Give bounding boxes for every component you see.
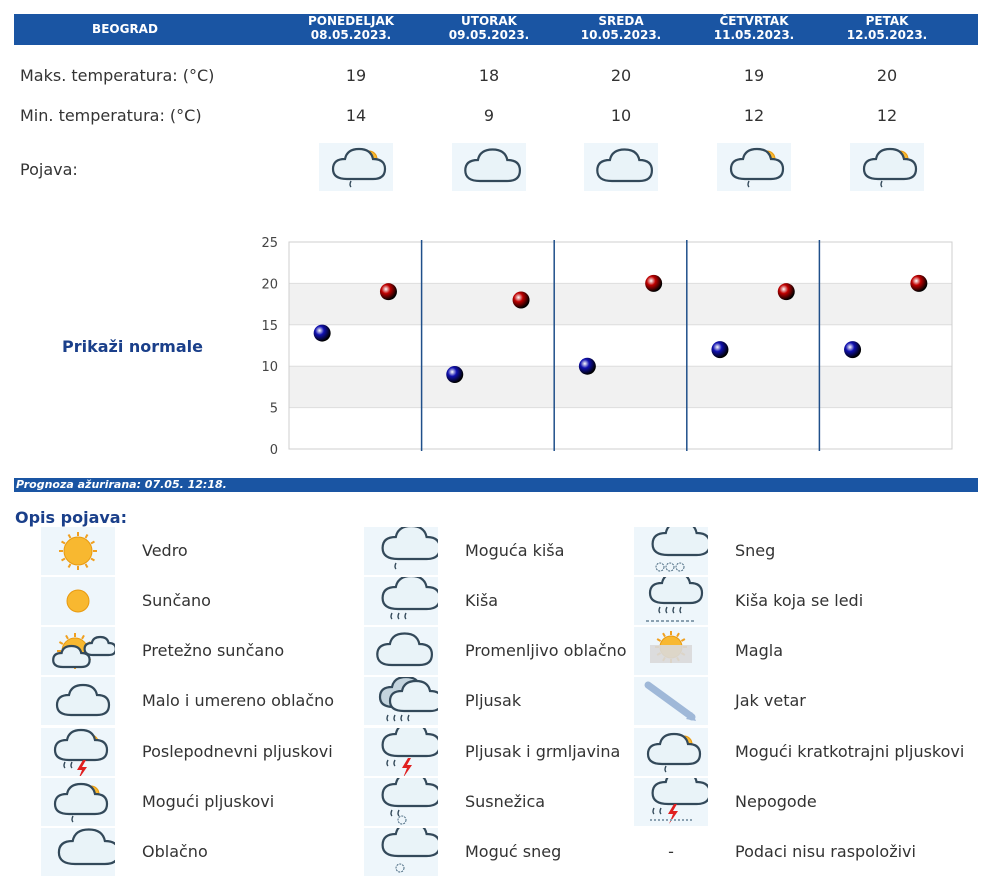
legend-label: Poslepodnevni pljuskovi xyxy=(142,742,333,761)
day-header-5: PETAK 12.05.2023. xyxy=(846,14,928,42)
y-tick-label: 10 xyxy=(261,360,278,376)
legend-label: Oblačno xyxy=(142,842,208,861)
legend-dash: - xyxy=(668,842,674,861)
shower-icon xyxy=(364,677,438,725)
legend-label: Magla xyxy=(735,641,784,660)
legend-label: Susnežica xyxy=(465,792,546,811)
legend-label: Jak vetar xyxy=(735,691,806,710)
legend-label: Mogući kratkotrajni pljuskovi xyxy=(735,742,965,761)
legend-label: Nepogode xyxy=(735,792,817,811)
min-temp-day-5: 12 xyxy=(876,106,898,125)
max-temp-point xyxy=(645,275,662,292)
min-temp-day-1: 14 xyxy=(345,106,367,125)
chart-band xyxy=(289,366,952,407)
variable-cloudy-icon xyxy=(364,627,438,675)
max-temp-point xyxy=(513,291,530,308)
legend-label: Podaci nisu raspoloživi xyxy=(735,842,916,861)
min-temp-point xyxy=(579,358,596,375)
legend-label: Sneg xyxy=(735,541,776,560)
clear-sun-icon xyxy=(41,527,115,575)
min-temp-day-2: 9 xyxy=(483,106,495,125)
max-temp-day-5: 20 xyxy=(876,66,898,85)
strong-wind-icon xyxy=(634,677,708,725)
sleet-icon xyxy=(364,778,438,826)
cloudy-icon xyxy=(41,828,115,876)
y-tick-label: 25 xyxy=(261,236,278,251)
min-temp-point xyxy=(314,325,331,342)
legend-title: Opis pojava: xyxy=(15,508,127,527)
legend-label: Kiša koja se ledi xyxy=(735,591,864,610)
afternoon-showers-icon xyxy=(41,728,115,776)
max-temp-day-1: 19 xyxy=(345,66,367,85)
legend-label: Mogući pljuskovi xyxy=(142,792,275,811)
y-tick-label: 5 xyxy=(269,401,278,417)
y-tick-label: 15 xyxy=(261,318,278,334)
mostly-sunny-icon xyxy=(41,627,115,675)
city-name: BEOGRAD xyxy=(92,22,158,36)
possible-showers-icon xyxy=(319,143,393,191)
legend-label: Sunčano xyxy=(142,591,211,610)
possible-rain-icon xyxy=(364,527,438,575)
min-temp-day-4: 12 xyxy=(743,106,765,125)
y-tick-label: 20 xyxy=(261,277,278,293)
fog-icon xyxy=(634,627,708,675)
partly-cloudy-icon xyxy=(41,677,115,725)
freezing-rain-icon xyxy=(634,577,708,625)
max-temp-day-2: 18 xyxy=(478,66,500,85)
forecast-updated-bar: Prognoza ažurirana: 07.05. 12:18. xyxy=(14,478,978,492)
variable-cloudy-icon xyxy=(452,143,526,191)
y-tick-label: 0 xyxy=(269,443,278,458)
max-temp-point xyxy=(910,275,927,292)
possible-showers-icon xyxy=(41,778,115,826)
forecast-header xyxy=(14,14,978,45)
thunderstorm-icon xyxy=(364,728,438,776)
rain-icon xyxy=(364,577,438,625)
possible-short-showers-icon xyxy=(634,728,708,776)
min-temp-label: Min. temperatura: (°C) xyxy=(20,106,202,125)
day-header-2: UTORAK 09.05.2023. xyxy=(448,14,530,42)
sunny-icon xyxy=(41,577,115,625)
legend-label: Vedro xyxy=(142,541,188,560)
phenomenon-label: Pojava: xyxy=(20,160,78,179)
min-temp-point xyxy=(446,366,463,383)
show-normals-link[interactable]: Prikaži normale xyxy=(62,337,203,356)
min-temp-point xyxy=(844,341,861,358)
max-temp-day-3: 20 xyxy=(610,66,632,85)
chart-band xyxy=(289,242,952,283)
min-temp-day-3: 10 xyxy=(610,106,632,125)
variable-cloudy-icon xyxy=(584,143,658,191)
legend-label: Malo i umereno oblačno xyxy=(142,691,335,710)
possible-short-showers-icon xyxy=(717,143,791,191)
legend-label: Moguć sneg xyxy=(465,842,562,861)
day-header-1: PONEDELJAK 08.05.2023. xyxy=(307,14,395,42)
day-header-4: ČETVRTAK 11.05.2023. xyxy=(713,14,795,42)
severe-storm-icon xyxy=(634,778,708,826)
chart-band xyxy=(289,408,952,449)
max-temp-day-4: 19 xyxy=(743,66,765,85)
legend-label: Moguća kiša xyxy=(465,541,565,560)
min-temp-point xyxy=(711,341,728,358)
possible-snow-icon xyxy=(364,828,438,876)
legend-label: Pljusak i grmljavina xyxy=(465,742,621,761)
max-temp-point xyxy=(778,283,795,300)
legend-label: Pretežno sunčano xyxy=(142,641,285,660)
snow-icon xyxy=(634,527,708,575)
legend-label: Kiša xyxy=(465,591,499,610)
legend-label: Promenljivo oblačno xyxy=(465,641,627,660)
max-temp-point xyxy=(380,283,397,300)
day-header-3: SREDA 10.05.2023. xyxy=(580,14,662,42)
max-temp-label: Maks. temperatura: (°C) xyxy=(20,66,215,85)
legend-label: Pljusak xyxy=(465,691,522,710)
possible-showers-icon xyxy=(850,143,924,191)
